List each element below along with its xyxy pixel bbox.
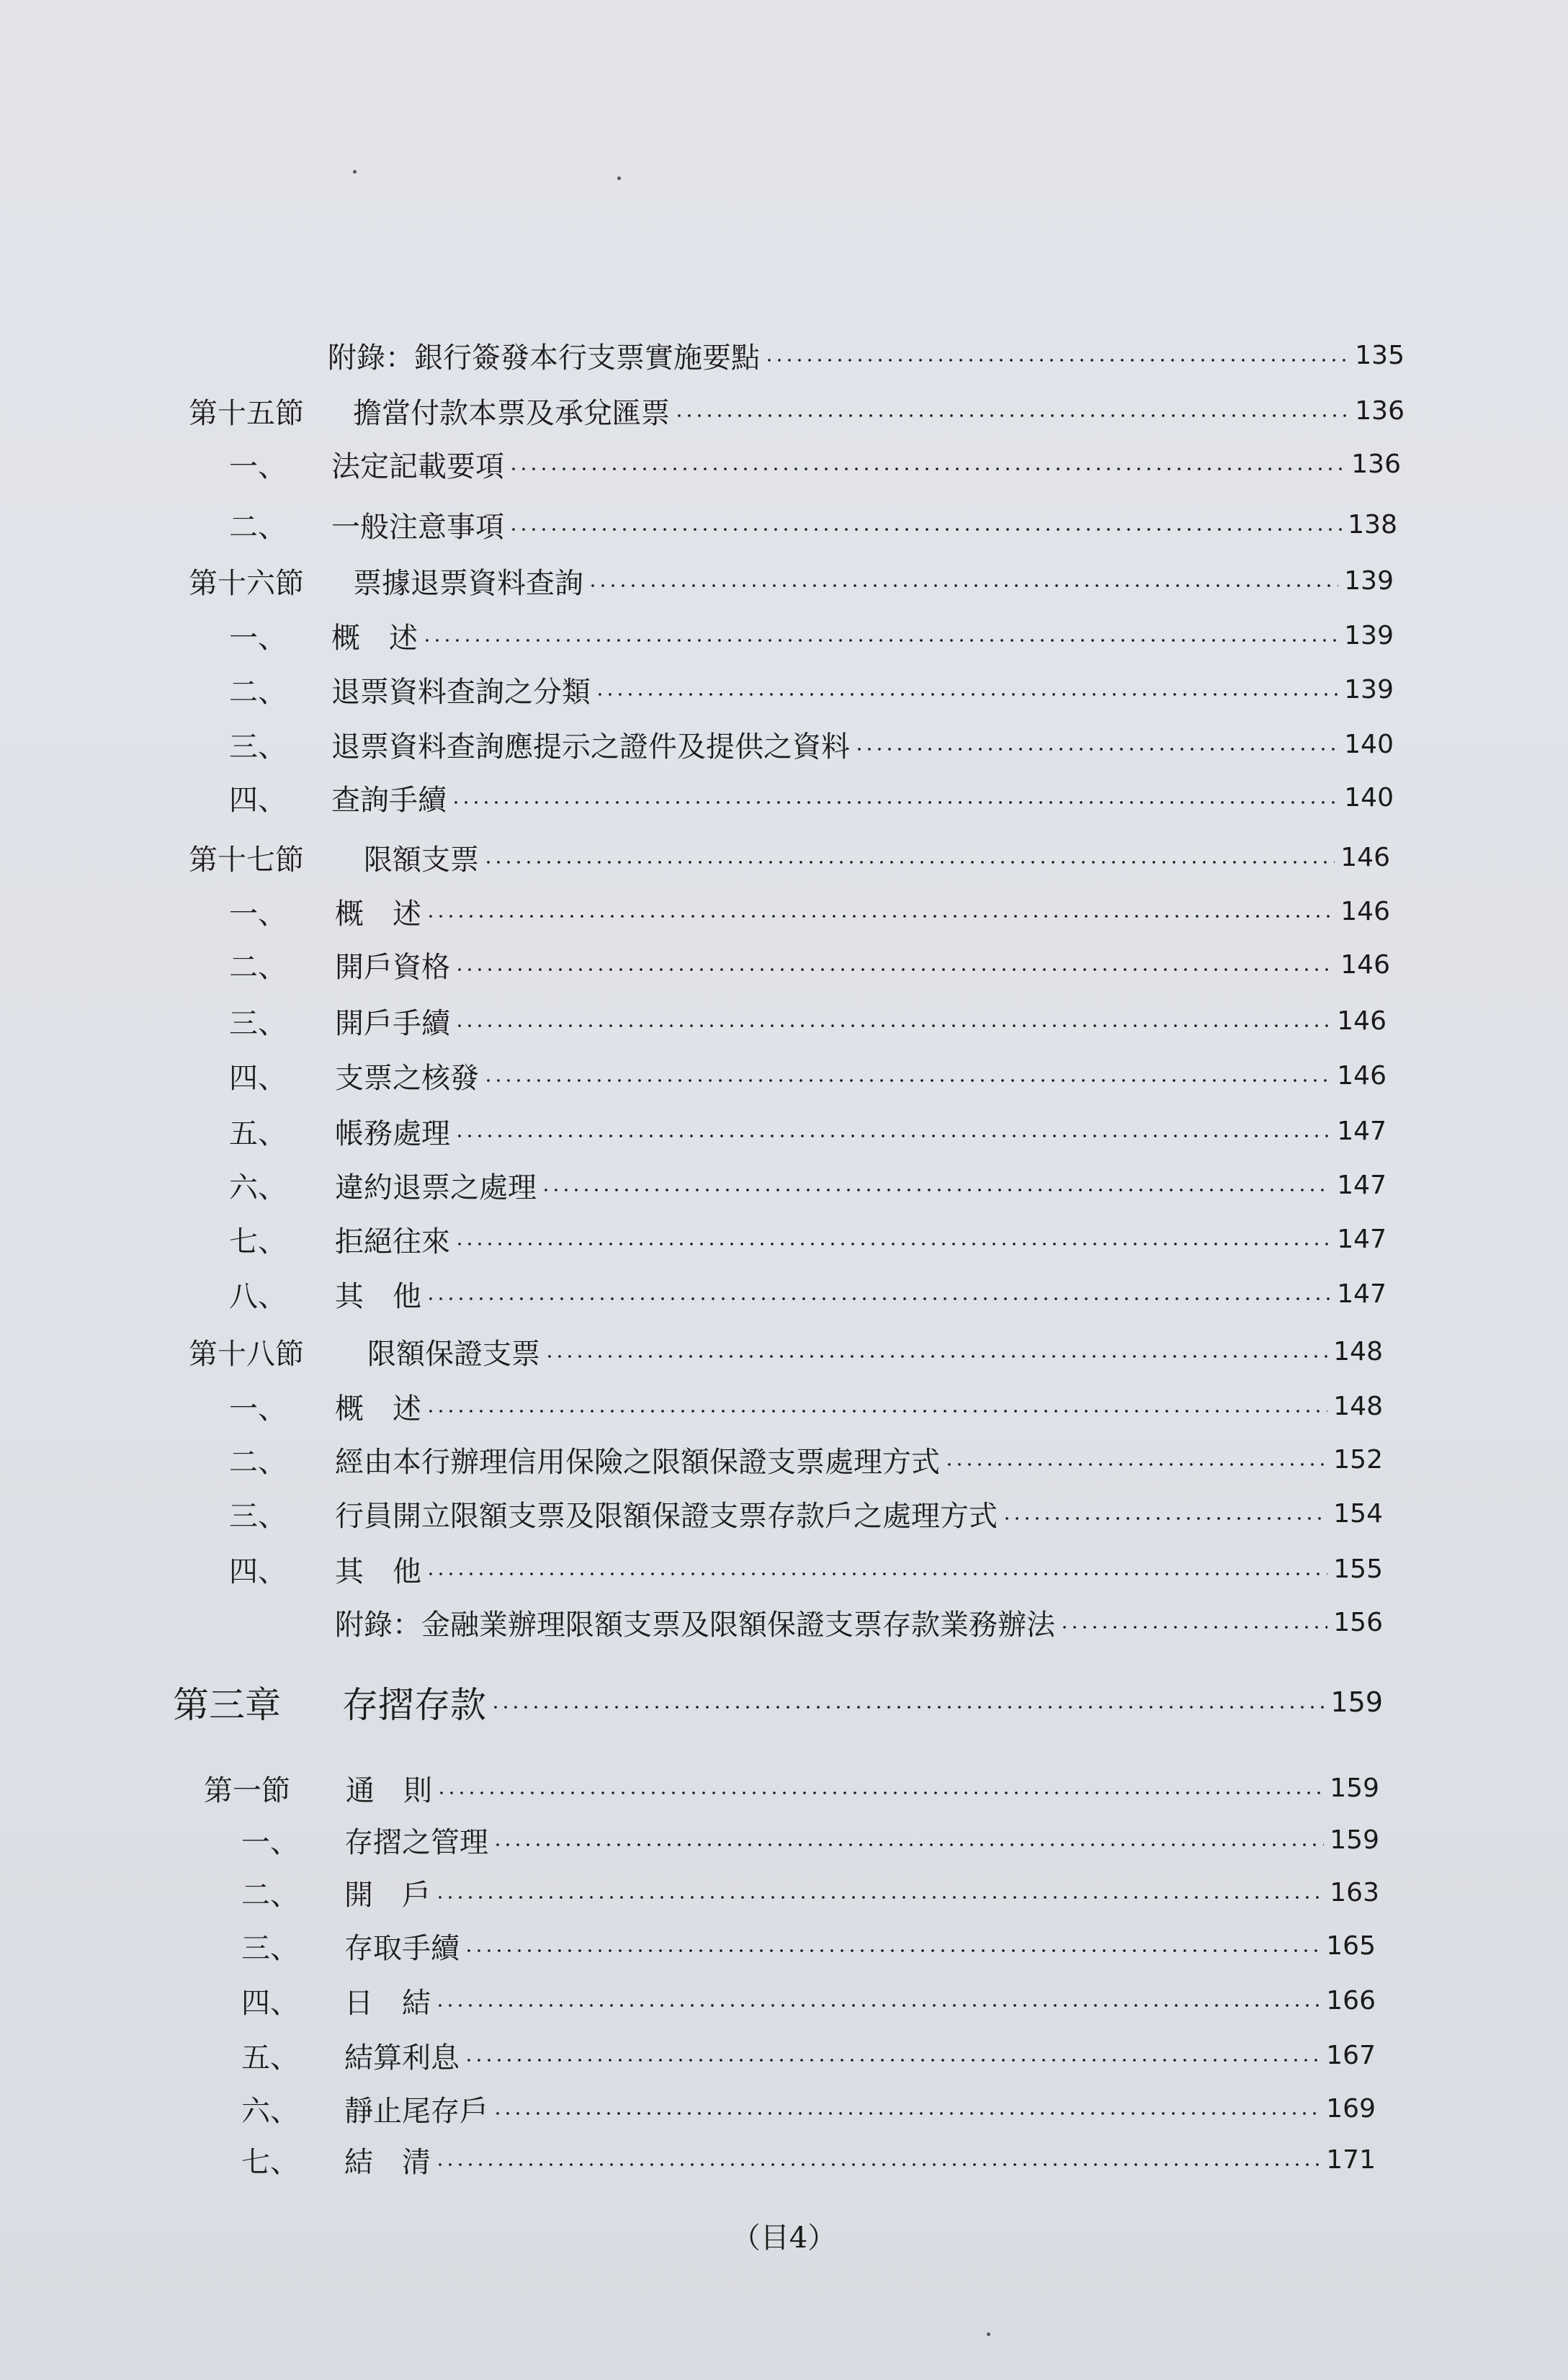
toc-entry-title: 支票之核發 — [335, 1061, 479, 1095]
toc-page-number: 148 — [1333, 1336, 1383, 1366]
dot-leader — [454, 1242, 1331, 1246]
dot-leader — [493, 2111, 1320, 2116]
scan-speck — [353, 170, 357, 174]
toc-entry-title: 退票資料查詢應提示之證件及提供之資料 — [331, 730, 850, 764]
page-footer: （目4） — [731, 2222, 837, 2255]
toc-entry — [344, 2088, 1376, 2129]
toc-entry-number: 四、 — [241, 1986, 299, 2020]
toc-entry-number: 第一節 — [204, 1773, 290, 1807]
toc-entry — [331, 777, 1394, 818]
dot-leader — [944, 1462, 1327, 1467]
toc-entry-number: 二、 — [229, 1445, 287, 1479]
toc-page-number: 147 — [1337, 1116, 1386, 1146]
toc-entry-title: 存摺存款 — [342, 1684, 486, 1726]
toc-item-row — [0, 1438, 1568, 1481]
toc-page-number: 148 — [1333, 1391, 1383, 1421]
toc-entry — [353, 560, 1394, 601]
toc-page-number: 152 — [1333, 1444, 1383, 1475]
toc-entry-title: 退票資料查詢之分類 — [331, 675, 591, 709]
toc-page-number: 138 — [1348, 509, 1397, 540]
toc-entry-title: 存取手續 — [344, 1931, 460, 1965]
toc-entry — [335, 1549, 1383, 1590]
toc-entry-title: 其 他 — [335, 1279, 421, 1313]
toc-appendix-row — [0, 334, 1568, 377]
dot-leader — [483, 860, 1335, 864]
toc-entry-title: 限額支票 — [364, 843, 479, 877]
toc-page-number: 139 — [1344, 620, 1394, 650]
toc-item-row — [0, 999, 1568, 1042]
toc-item-row — [0, 890, 1568, 933]
toc-entry-title: 一般注意事項 — [331, 510, 504, 544]
toc-page-number: 147 — [1337, 1279, 1386, 1309]
toc-page-number: 159 — [1330, 1773, 1379, 1803]
toc-entry — [335, 1386, 1383, 1427]
toc-item-row — [0, 1384, 1568, 1428]
toc-page-number: 154 — [1333, 1498, 1383, 1529]
toc-page-number: 136 — [1351, 449, 1401, 479]
dot-leader — [541, 1188, 1331, 1192]
toc-page-number: 155 — [1333, 1554, 1383, 1584]
toc-entry-title: 結算利息 — [344, 2041, 460, 2075]
toc-entry — [346, 1768, 1379, 1809]
toc-entry-number: 一、 — [229, 449, 287, 483]
toc-entry — [335, 1055, 1386, 1096]
toc-section-row — [0, 389, 1568, 432]
toc-entry-number: 第十五節 — [189, 396, 304, 430]
toc-item-row — [0, 722, 1568, 766]
toc-entry-title: 帳務處理 — [335, 1117, 450, 1150]
toc-entry — [344, 1820, 1379, 1861]
toc-page-number: 140 — [1344, 729, 1394, 759]
toc-entry-number: 八、 — [229, 1279, 287, 1313]
toc-entry-number: 第十八節 — [189, 1337, 304, 1371]
dot-leader — [464, 1949, 1320, 1953]
toc-item-row — [0, 668, 1568, 711]
toc-entry-number: 二、 — [229, 510, 287, 544]
toc-item-row — [0, 503, 1568, 546]
toc-entry — [331, 724, 1394, 765]
toc-entry-number: 一、 — [229, 1392, 287, 1426]
dot-leader — [454, 1024, 1331, 1028]
toc-entry — [342, 1676, 1383, 1728]
toc-page-number: 167 — [1326, 2040, 1376, 2070]
toc-item-row — [0, 1871, 1568, 1914]
toc-page-number: 146 — [1337, 1060, 1386, 1091]
toc-entry — [353, 390, 1405, 431]
toc-entry-title: 擔當付款本票及承兌匯票 — [353, 396, 670, 430]
scan-speck — [617, 176, 621, 180]
toc-entry-number: 七、 — [229, 1225, 287, 1258]
toc-chapter-row — [0, 1681, 1568, 1724]
dot-leader — [545, 1354, 1327, 1359]
toc-page-number: 156 — [1333, 1607, 1383, 1637]
toc-item-row — [0, 1272, 1568, 1315]
toc-entry — [344, 2139, 1376, 2180]
toc-entry-number: 四、 — [229, 1061, 287, 1095]
scan-speck — [987, 2332, 990, 2336]
toc-entry — [335, 1493, 1383, 1534]
toc-entry — [335, 1111, 1386, 1152]
toc-entry-title: 概 述 — [335, 897, 421, 931]
toc-entry-title: 結 清 — [344, 2145, 431, 2179]
toc-item-row — [0, 943, 1568, 986]
toc-entry-number: 一、 — [229, 897, 287, 931]
toc-section-row — [0, 836, 1568, 879]
toc-entry-title: 拒絕往來 — [335, 1225, 450, 1258]
dot-leader — [509, 467, 1345, 471]
toc-entry — [344, 1925, 1376, 1967]
toc-page-number: 163 — [1330, 1877, 1379, 1907]
toc-entry — [335, 891, 1390, 932]
toc-entry-title: 概 述 — [331, 621, 418, 655]
dot-leader — [674, 413, 1349, 418]
toc-item-row — [0, 1979, 1568, 2022]
toc-entry-number: 六、 — [241, 2094, 299, 2128]
toc-page-number: 169 — [1326, 2093, 1376, 2124]
toc-item-row — [0, 1054, 1568, 1097]
toc-entry-number: 一、 — [229, 621, 287, 655]
toc-page-number: 171 — [1326, 2144, 1376, 2175]
toc-entry-number: 二、 — [229, 950, 287, 984]
toc-page-number: 136 — [1355, 395, 1405, 426]
dot-leader — [764, 358, 1349, 362]
toc-page-number: 165 — [1326, 1931, 1376, 1961]
toc-entry-number: 三、 — [229, 1006, 287, 1040]
dot-leader — [1002, 1516, 1327, 1521]
toc-entry — [344, 2035, 1376, 2076]
toc-entry-number: 六、 — [229, 1171, 287, 1204]
toc-entry-number: 七、 — [241, 2145, 299, 2179]
toc-entry-title: 日 結 — [344, 1986, 431, 2020]
toc-entry — [335, 1165, 1386, 1206]
toc-entry-number: 二、 — [229, 675, 287, 709]
toc-entry-title: 開戶手續 — [335, 1006, 450, 1040]
toc-entry-title: 行員開立限額支票及限額保證支票存款戶之處理方式 — [335, 1499, 998, 1533]
toc-entry-title: 開 戶 — [344, 1878, 431, 1912]
dot-leader — [422, 638, 1338, 643]
toc-item-row — [0, 1924, 1568, 1967]
dot-leader — [436, 1791, 1324, 1795]
toc-entry-number: 第十六節 — [189, 566, 304, 600]
toc-page-number: 147 — [1337, 1224, 1386, 1254]
toc-page-number: 146 — [1340, 949, 1390, 980]
toc-page-number: 140 — [1344, 782, 1394, 813]
toc-entry-title: 違約退票之處理 — [335, 1171, 537, 1204]
toc-entry — [335, 1219, 1386, 1260]
dot-leader — [493, 1843, 1324, 1847]
toc-entry-title: 概 述 — [335, 1392, 421, 1426]
toc-item-row — [0, 614, 1568, 657]
toc-entry-number: 第十七節 — [189, 843, 304, 877]
toc-entry — [335, 1274, 1386, 1315]
toc-item-row — [0, 1547, 1568, 1591]
toc-entry — [331, 615, 1394, 656]
toc-entry-title: 其 他 — [335, 1554, 421, 1588]
toc-entry-title: 查詢手續 — [331, 783, 447, 817]
dot-leader — [854, 747, 1338, 751]
toc-entry-number: 五、 — [241, 2041, 299, 2075]
toc-page-number: 135 — [1355, 340, 1405, 370]
toc-item-row — [0, 776, 1568, 819]
toc-entry-title: 經由本行辦理信用保險之限額保證支票處理方式 — [335, 1445, 940, 1479]
toc-item-row — [0, 442, 1568, 486]
toc-entry-number: 四、 — [229, 783, 287, 817]
dot-leader — [426, 1297, 1331, 1301]
toc-entry-title: 開戶資格 — [335, 950, 450, 984]
toc-entry-title: 靜止尾存戶 — [344, 2094, 488, 2128]
toc-entry-number: 三、 — [241, 1931, 299, 1965]
toc-appendix-row — [0, 1601, 1568, 1644]
dot-leader — [483, 1078, 1331, 1083]
dot-leader — [426, 914, 1335, 918]
dot-leader — [454, 967, 1335, 972]
dot-leader — [509, 527, 1342, 532]
toc-entry — [335, 944, 1390, 985]
toc-page-number: 147 — [1337, 1170, 1386, 1200]
dot-leader — [588, 583, 1338, 588]
toc-entry — [331, 504, 1397, 545]
toc-page-number: 146 — [1337, 1006, 1386, 1036]
toc-entry-number: 四、 — [229, 1554, 287, 1588]
dot-leader — [451, 800, 1338, 805]
toc-item-row — [0, 2138, 1568, 2181]
toc-item-row — [0, 1109, 1568, 1153]
toc-entry-number: 二、 — [241, 1878, 299, 1912]
toc-entry-title: 附錄：銀行簽發本行支票實施要點 — [328, 341, 760, 375]
toc-entry — [335, 1439, 1383, 1480]
toc-entry — [344, 1872, 1379, 1913]
toc-entry-number: 一、 — [241, 1825, 299, 1859]
toc-item-row — [0, 1492, 1568, 1535]
toc-page-number: 166 — [1326, 1985, 1376, 2016]
toc-entry-title: 法定記載要項 — [331, 449, 504, 483]
dot-leader — [426, 1409, 1327, 1413]
toc-entry-number: 三、 — [229, 1499, 287, 1533]
toc-section-row — [0, 1330, 1568, 1373]
dot-leader — [595, 692, 1338, 697]
toc-item-row — [0, 2087, 1568, 2130]
toc-entry — [331, 669, 1394, 710]
toc-entry-number: 五、 — [229, 1117, 287, 1150]
toc-entry-number: 第三章 — [173, 1684, 281, 1726]
dot-leader — [435, 1895, 1324, 1900]
toc-entry-title: 通 則 — [346, 1773, 432, 1807]
toc-entry — [364, 837, 1390, 878]
toc-entry — [335, 1001, 1386, 1042]
dot-leader — [1059, 1625, 1327, 1629]
toc-item-row — [0, 1163, 1568, 1207]
toc-section-row — [0, 559, 1568, 602]
toc-item-row — [0, 2034, 1568, 2077]
toc-section-row — [0, 1766, 1568, 1809]
toc-page-number: 139 — [1344, 674, 1394, 704]
toc-entry-title: 附錄：金融業辦理限額支票及限額保證支票存款業務辦法 — [335, 1608, 1055, 1642]
dot-leader — [490, 1705, 1325, 1709]
toc-entry-title: 存摺之管理 — [344, 1825, 488, 1859]
toc-entry-title: 票據退票資料查詢 — [353, 566, 583, 600]
toc-entry — [328, 335, 1405, 376]
toc-entry — [335, 1602, 1383, 1643]
dot-leader — [435, 2162, 1320, 2167]
toc-page-number: 159 — [1330, 1686, 1383, 1718]
dot-leader — [464, 2058, 1320, 2062]
toc-entry — [367, 1331, 1383, 1372]
toc-entry-number: 三、 — [229, 730, 287, 764]
toc-item-row — [0, 1818, 1568, 1861]
toc-page-number: 146 — [1340, 842, 1390, 872]
dot-leader — [435, 2003, 1320, 2008]
toc-page-number: 139 — [1344, 565, 1394, 596]
toc-page-number: 146 — [1340, 896, 1390, 926]
toc-page-number: 159 — [1330, 1825, 1379, 1855]
toc-item-row — [0, 1217, 1568, 1261]
dot-leader — [454, 1134, 1331, 1138]
toc-entry — [344, 1980, 1376, 2021]
toc-entry — [331, 444, 1401, 485]
dot-leader — [426, 1572, 1327, 1576]
toc-entry-title: 限額保證支票 — [367, 1337, 540, 1371]
